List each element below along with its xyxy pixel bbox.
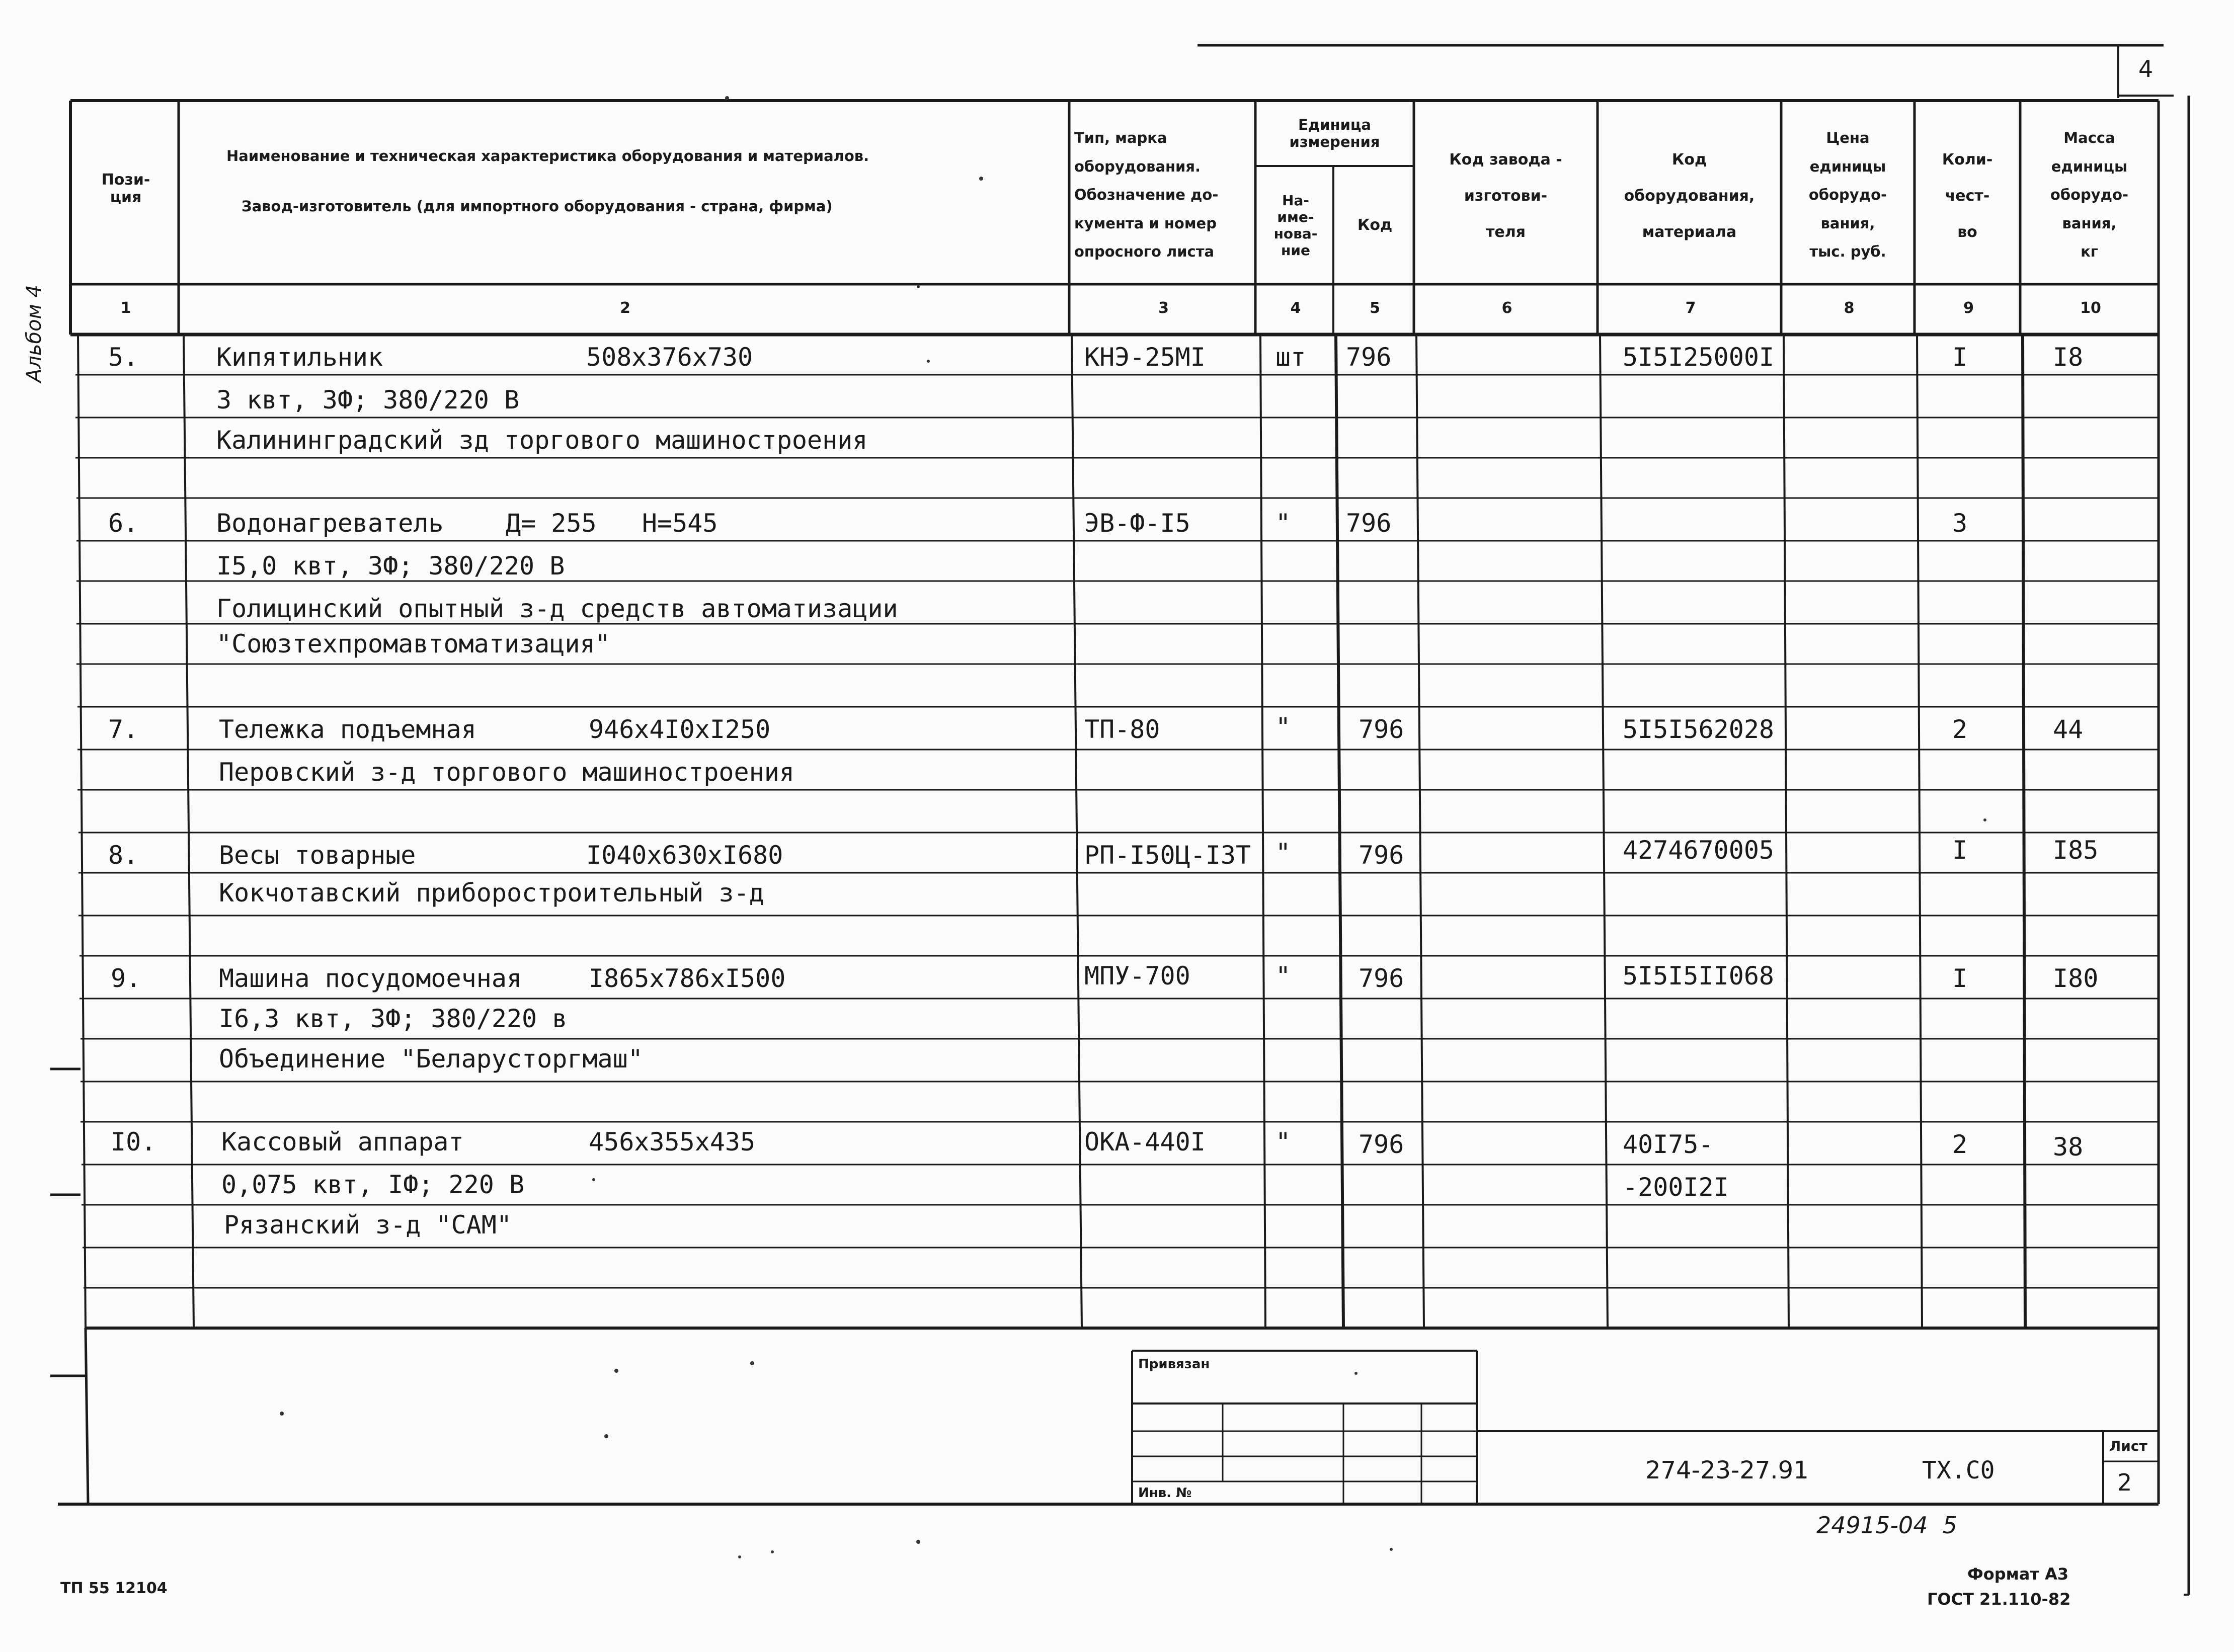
row-name: Кассовый аппарат xyxy=(221,1127,464,1157)
row-unit-code: 796 xyxy=(1359,715,1404,744)
stamp-sheet-label: Лист xyxy=(2109,1438,2147,1454)
row-quantity: I xyxy=(1952,343,1968,372)
row-quantity: I xyxy=(1952,964,1968,993)
header-price: Цена единицы оборудо- вания, тыс. руб. xyxy=(1808,129,1887,261)
row-name: Весы товарные xyxy=(219,841,416,870)
row-position: I0. xyxy=(111,1127,156,1157)
row-type: РП-I50Ц-I3Т xyxy=(1084,841,1251,870)
stamp-sheet-number: 2 xyxy=(2117,1469,2132,1496)
row-detail: Объединение "Беларусторгмаш" xyxy=(219,1044,643,1073)
column-number: 2 xyxy=(620,299,630,317)
row-type: МПУ-700 xyxy=(1084,961,1190,990)
row-dimensions: 508x376x730 xyxy=(586,343,753,372)
row-type: ОКА-440I xyxy=(1084,1127,1206,1157)
row-equipment-code: 40I75- xyxy=(1623,1130,1714,1159)
column-number: 8 xyxy=(1844,299,1855,317)
row-position: 6. xyxy=(108,509,139,538)
row-position: 7. xyxy=(108,715,139,744)
stamp-doc-code: ТХ.С0 xyxy=(1922,1456,1995,1484)
row-name: Водонагреватель xyxy=(216,509,444,538)
column-number: 1 xyxy=(120,299,131,317)
column-number: 4 xyxy=(1290,299,1301,317)
header-plant-code: Код завода - изготови- теля xyxy=(1449,151,1562,241)
row-equipment-code: 5I5I5II068 xyxy=(1623,961,1775,990)
stamp-doc-number: 274-23-27.91 xyxy=(1645,1456,1809,1484)
row-equipment-code-cont: -200I2I xyxy=(1623,1173,1729,1202)
row-equipment-code: 5I5I562028 xyxy=(1623,715,1775,744)
header-unit-code: Код xyxy=(1357,216,1393,234)
row-detail: "Союзтехпромавтоматизация" xyxy=(216,629,610,658)
header-equipment-code: Код оборудования, материала xyxy=(1624,151,1755,241)
column-number: 6 xyxy=(1501,299,1512,317)
row-name: Кипятильник xyxy=(216,343,383,372)
row-detail: Перовский з-д торгового машиностроения xyxy=(219,758,794,787)
column-number: 9 xyxy=(1963,299,1974,317)
column-number: 5 xyxy=(1370,299,1380,317)
header-type: Тип, марка оборудования. Обозначение до- кумента и номер опросного листа xyxy=(1074,129,1219,261)
row-unit-code: 796 xyxy=(1359,841,1404,870)
row-mass: 44 xyxy=(2053,715,2084,744)
row-name: Машина посудомоечная xyxy=(219,964,522,993)
row-position: 8. xyxy=(108,841,139,870)
row-detail: Рязанский з-д "САМ" xyxy=(224,1210,512,1240)
header-name-line1: Наименование и техническая характеристика оборудования и материалов. xyxy=(226,147,869,164)
row-mass: I8 xyxy=(2053,343,2084,372)
row-detail: 3 квт, 3Ф; 380/220 В xyxy=(216,385,520,415)
row-unit-code: 796 xyxy=(1359,1130,1404,1159)
row-unit-code: 796 xyxy=(1359,964,1404,993)
row-type: КНЭ-25МI xyxy=(1084,343,1206,372)
row-name: Тележка подъемная xyxy=(219,715,476,744)
row-quantity: 2 xyxy=(1952,715,1968,744)
row-dimensions: I040x630xI680 xyxy=(586,841,783,870)
row-unit: " xyxy=(1275,1127,1291,1157)
row-unit: " xyxy=(1275,509,1291,538)
footer-format: Формат А3 xyxy=(1967,1564,2069,1584)
side-label: Альбом 4 xyxy=(23,285,46,382)
stamp-privyazan: Привязан xyxy=(1138,1357,1210,1372)
row-unit-code: 796 xyxy=(1346,509,1392,538)
header-quantity: Коли- чест- во xyxy=(1942,151,1993,241)
row-detail: Кокчотавский приборостроительный з-д xyxy=(219,878,764,907)
row-equipment-code: 4274670005 xyxy=(1623,836,1775,865)
column-number: 10 xyxy=(2080,299,2101,317)
row-unit: шт xyxy=(1275,343,1306,372)
column-number: 3 xyxy=(1158,299,1169,317)
header-name-line2: Завод-изготовитель (для импортного оборудования - страна, фирма) xyxy=(242,198,833,215)
row-quantity: I xyxy=(1952,836,1968,865)
header-unit: Единица измерения xyxy=(1289,116,1380,150)
row-unit: " xyxy=(1275,712,1291,741)
header-mass: Масса единицы оборудо- вания, кг xyxy=(2050,129,2129,261)
row-position: 5. xyxy=(108,343,139,372)
page-number: 4 xyxy=(2138,55,2153,82)
row-type: ЭВ-Ф-I5 xyxy=(1084,509,1190,538)
row-mass: 38 xyxy=(2053,1132,2084,1162)
row-detail: I6,3 квт, 3Ф; 380/220 в xyxy=(219,1004,568,1033)
header-unit-name: На- име- нова- ние xyxy=(1273,192,1318,259)
row-position: 9. xyxy=(111,964,141,993)
row-detail: 0,075 квт, IФ; 220 В xyxy=(221,1170,525,1199)
row-dimensions: 946x4I0xI250 xyxy=(589,715,771,744)
header-position: Пози- ция xyxy=(101,171,150,206)
stamp-handwritten-number: 24915-04 5 xyxy=(1816,1512,1957,1539)
row-dimensions: I865x786xI500 xyxy=(589,964,786,993)
row-mass: I85 xyxy=(2053,836,2099,865)
row-unit-code: 796 xyxy=(1346,343,1392,372)
row-mass: I80 xyxy=(2053,964,2099,993)
row-type: ТП-80 xyxy=(1084,715,1160,744)
row-detail: Голицинский опытный з-д средств автоматизации xyxy=(216,594,898,623)
footer-left-code: ТП 55 12104 xyxy=(60,1580,168,1597)
stamp-inv-number: Инв. № xyxy=(1138,1485,1192,1501)
row-detail: I5,0 квт, 3Ф; 380/220 В xyxy=(216,551,565,581)
row-dimensions: 456x355x435 xyxy=(589,1127,756,1157)
row-quantity: 2 xyxy=(1952,1130,1968,1159)
row-quantity: 3 xyxy=(1952,509,1968,538)
footer-gost: ГОСТ 21.110-82 xyxy=(1927,1590,2071,1609)
row-unit: " xyxy=(1275,838,1291,867)
column-number: 7 xyxy=(1685,299,1696,317)
row-detail: Калининградский зд торгового машиностроения xyxy=(216,426,868,455)
row-dimensions: Д= 255 Н=545 xyxy=(506,509,718,538)
row-equipment-code: 5I5I25000I xyxy=(1623,343,1775,372)
row-unit: " xyxy=(1275,961,1291,990)
